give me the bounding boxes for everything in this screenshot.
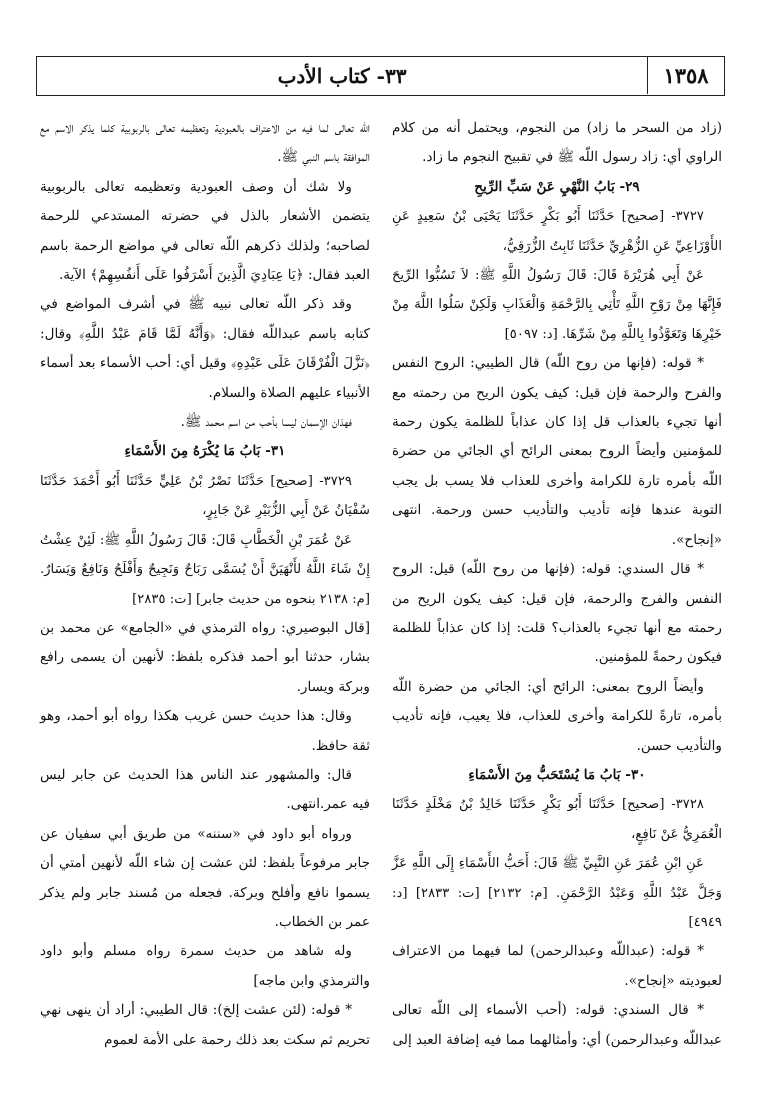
right-column: [392, 114, 722, 1055]
hadith-matn-3728: عَنِ ابْنِ عُمَرَ عَنِ النَّبِيِّ ﷺ قَالَ: أَحَبُّ الأَسْمَاءِ إِلَى اللَّهِ عَزَّ وَجَلَّ عَبْدُ اللَّهِ وَعَبْدُ الرَّحْمَنِ. [م: ٢١٣٢] [ت: ٢٨٣٣] [د: ٤٩٤٩]: [392, 856, 722, 930]
paragraph: فهذان الإسمان ليسا بأحب من اسم محمد ﷺ.: [180, 414, 352, 431]
chapter-heading-29: ٢٩- بَابُ النَّهْيِ عَنْ سَبِّ الرِّيحِ: [474, 178, 640, 195]
commentary-sindi-continued: وأيضاً الروح بمعنى: الرائح أي: الجائي من حضرة اللّه بأمره، تارةً للكرامة وأخرى للعذاب، فلا يعيب، فإنه تأديب والتأديب حسن.: [392, 678, 722, 754]
paragraph: ولا شك أن وصف العبودية وتعظيمه تعالى بالربوبية يتضمن الأشعار بالذل في حضرته المستدعي للرحمة لصاحبه؛ ولذلك ذكرهم اللّه تعالى في مواضع الرحمة باسم العبد فقال: ﴿يَا عِبَادِيَ الَّذِينَ أَسْرَفُوا عَلَى أَنفُسِهِمْ﴾ الآية.: [40, 178, 370, 284]
busiri-note: وقال: هذا حديث حسن غريب هكذا رواه أبو أحمد، وهو ثقة حافظ.: [40, 708, 370, 754]
commentary-sindi-names: * قال السندي: قوله: (أحب الأسماء إلى اللّه تعالى عبداللّه وعبدالرحمن) أي: وأمثالهما مما فيه إضافة العبد إلى: [392, 1002, 722, 1048]
commentary-sindi: * قال السندي: قوله: (فإنها من روح اللّه) قيل: الروح النفس والفرج والرحمة، فإن قيل: كيف يكون الريح من رحمته مع أنها تجيء بالعذاب؟ قلت: إذا كان عذاباً للظلمة فيكون رحمةً للمؤمنين.: [392, 561, 722, 666]
busiri-note: ورواه أبو داود في «سننه» من طريق أبي سفيان عن جابر مرفوعاً بلفظ: لئن عشت إن شاء اللّه لأنهين أمتي أن يسموا نافع وأفلح وبركة. فجعله من مُسند جابر ولم يذكر عمر بن الخطاب.: [40, 825, 370, 930]
hadith-isnad-3729: ٣٧٢٩- [صحيح] حَدَّثَنَا نَصْرُ بْنُ عَلِيٍّ حَدَّثَنَا أَبُو أَحْمَدَ حَدَّثَنَا سُفْيَانُ عَنْ أَبِي الزُّبَيْرِ عَنْ جَابِرٍ،: [40, 473, 370, 519]
commentary-injah: * قوله: (عبداللّه وعبدالرحمن) لما فيهما من الاعتراف لعبوديته «إنجاح».: [392, 943, 722, 989]
hadith-isnad-3727: ٣٧٢٧- [صحيح] حَدَّثَنَا أَبُو بَكْرٍ حَدَّثَنَا يَحْيَى بْنُ سَعِيدٍ عَنِ الأَوْزَاعِيِّ عَنِ الزُّهْرِيِّ حَدَّثَنَا ثَابِتٌ الزُّرَقِيُّ،: [392, 209, 722, 254]
busiri-note: [قال البوصيري: رواه الترمذي في «الجامع» عن محمد بن بشار، حدثنا أبو أحمد فذكره بلفظ: لأنهين أن يسمى رافع وبركة ويسار.: [40, 619, 370, 695]
page-number: ١٣٥٨: [663, 63, 709, 88]
hadith-matn-3729: عَنْ عُمَرَ بْنِ الْخَطَّابِ قَالَ: قَالَ رَسُولُ اللَّهِ ﷺ: لَئِنْ عِشْتُ إِنْ شَاءَ اللَّهُ لأَنْهَيَنَّ أَنْ يُسَمَّى رَبَاحٌ وَنَجِيحٌ وَأَفْلَحُ وَنَافِعٌ وَيَسَارٌ. [م: ٢١٣٨ بنحوه من حديث جابر] [ت: ٢٨٣٥]: [40, 532, 370, 607]
busiri-note: قال: والمشهور عند الناس هذا الحديث عن جابر ليس فيه عمر.انتهى.: [40, 766, 370, 813]
hadith-matn-3727: عَنْ أَبِي هُرَيْرَةَ قَالَ: قَالَ رَسُولُ اللَّهِ ﷺ: لاَ تَسُبُّوا الرِّيحَ فَإِنَّهَا مِنْ رَوْحِ اللَّهِ تَأْتِي بِالرَّحْمَةِ وَالْعَذَابِ وَلَكِنْ سَلُوا اللَّهَ مِنْ خَيْرِهَا وَتَعَوَّذُوا بِاللَّهِ مِنْ شَرِّهَا. [د: ٥٠٩٧]: [392, 268, 722, 342]
chapter-heading-30: ٣٠- بَابُ مَا يُسْتَحَبُّ مِنَ الأَسْمَاءِ: [468, 766, 646, 783]
chapter-title: ٣٣- كتاب الأدب: [277, 63, 407, 88]
commentary-tibi: * قوله: (فإنها من روح اللّه) قال الطيبي: الروح النفس والفرح والرحمة فإن قيل: كيف يكون الريح من رحمته مع أنها تجيء بالعذاب قل إذا كان عذاباً للظلمة يكون رحمة للمؤمنين وأيضاً الروح بمعنى الرائح أي الجائي من حضرة اللّه بأمره تارة للكرامة وأخرى للعذاب فلا يسب بل يجب التوبة عندها فإنه تأديب والتأديب حسن ورحمة. انتهى «إنجاح».: [392, 355, 722, 548]
busiri-note: وله شاهد من حديث سمرة رواه مسلم وأبو داود والترمذي وابن ماجه]: [40, 943, 370, 989]
paragraph: (زاد من السحر ما زاد) من النجوم، ويحتمل أنه من كلام الراوي أي: زاد رسول اللّه ﷺ في تقبيح النجوم ما زاد.: [392, 120, 722, 166]
paragraph: اللّه تعالى لما فيه من الاعتراف بالعبودية وتعظيمه تعالى بالربوبية كلما يذكر الاسم مع الموافقة باسم النبي ﷺ.: [40, 120, 370, 166]
paragraph: وقد ذكر اللّه تعالى نبيه ﷺ في أشرف المواضع في كتابه باسم عبداللّه فقال: ﴿وَأَنَّهُ لَمَّا قَامَ عَبْدُ اللَّهِ﴾ وقال: ﴿نَزَّلَ الْفُرْقَانَ عَلَى عَبْدِهِ﴾ وقيل أي: أحب الأسماء بعد أسماء الأنبياء عليهم الصلاة والسلام.: [40, 296, 370, 401]
left-column: [40, 114, 370, 1055]
chapter-heading-31: ٣١- بَابُ مَا يُكْرَهُ مِنَ الأَسْمَاءِ: [124, 443, 286, 460]
commentary-tibi: * قوله: (لئن عشت إلخ): قال الطيبي: أراد أن ينهى نهي تحريم ثم سكت بعد ذلك رحمة على الأمة لعموم: [40, 1002, 370, 1048]
page-header: [36, 56, 725, 96]
hadith-isnad-3728: ٣٧٢٨- [صحيح] حَدَّثَنَا أَبُو بَكْرٍ حَدَّثَنَا خَالِدُ بْنُ مَخْلَدٍ حَدَّثَنَا الْعُمَرِيُّ عَنْ نَافِعٍ،: [392, 797, 722, 842]
